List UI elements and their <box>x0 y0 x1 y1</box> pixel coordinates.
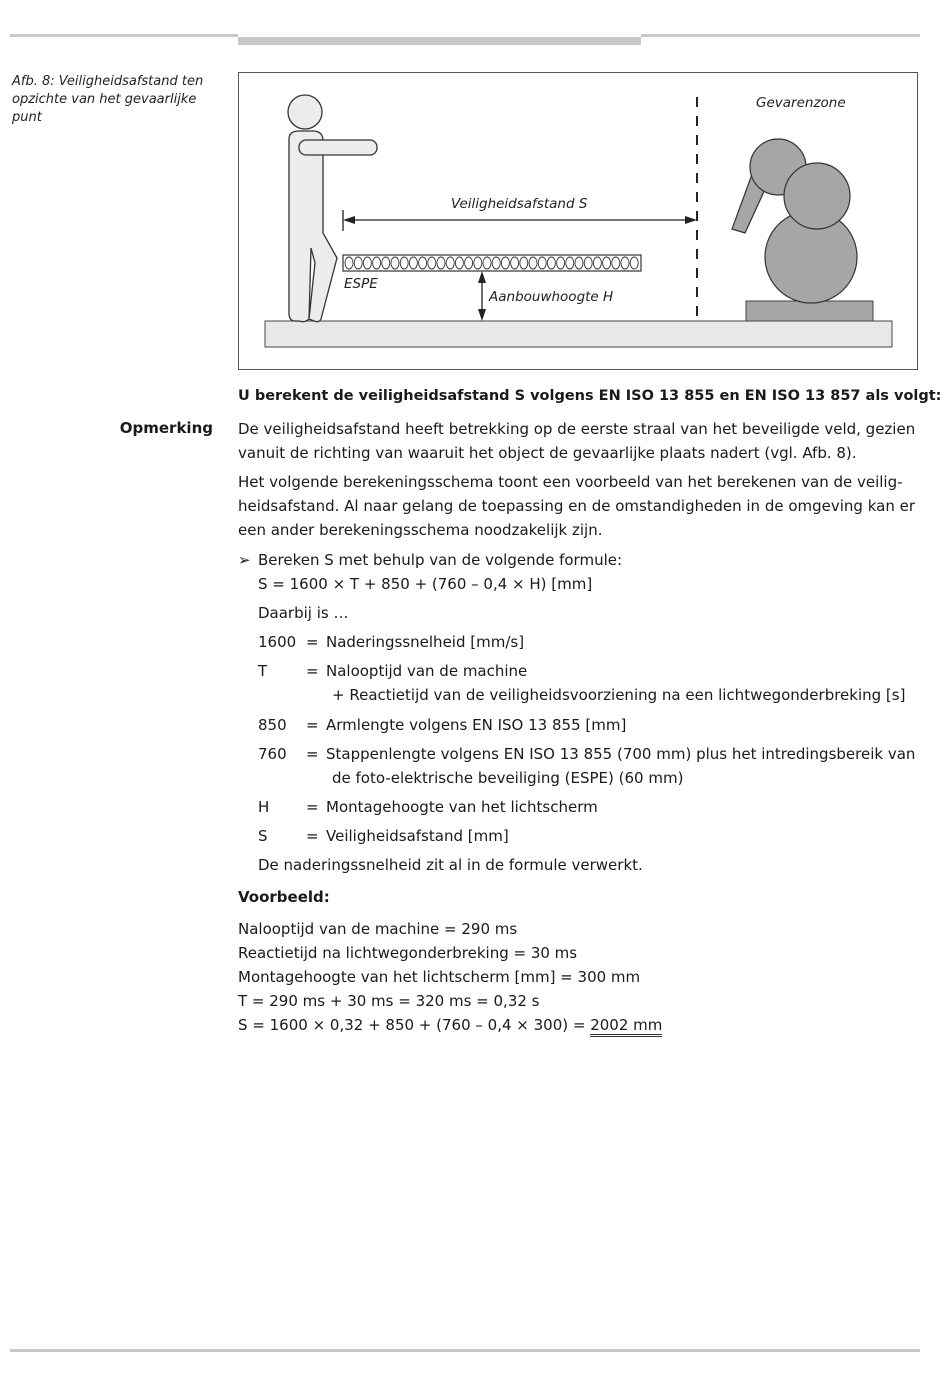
mounting-height-label: Aanbouwhoogte H <box>489 289 614 305</box>
formula: S = 1600 × T + 850 + (760 – 0,4 × H) [mm] <box>258 575 593 593</box>
espe-label: ESPE <box>344 276 378 292</box>
definition-symbol: T <box>258 662 268 680</box>
definition-equals: = <box>306 745 319 763</box>
definition-text-continued: de foto-elektrische beveiliging (ESPE) (60 mm) <box>332 769 684 787</box>
formula-note: De naderingssnelheid zit al in de formule verwerkt. <box>258 856 643 874</box>
section-heading: U berekent de veiligheidsafstand S volgens EN ISO 13 855 en EN ISO 13 857 als volgt: <box>238 388 942 404</box>
example-final-line <box>238 1013 662 1037</box>
definition-text-continued: + Reactietijd van de veiligheidsvoorziening na een lichtwegonderbreking [s] <box>332 686 906 704</box>
header-rule-center <box>238 37 641 45</box>
example-title: Voorbeeld: <box>238 888 330 906</box>
danger-zone-label: Gevarenzone <box>756 95 846 111</box>
footer-rule <box>10 1349 920 1352</box>
safety-distance-label: Veiligheidsafstand S <box>451 196 588 212</box>
definition-equals: = <box>306 662 319 680</box>
note-label: Opmerking <box>119 419 213 437</box>
paragraph-calculation-scheme: Het volgende berekeningsschema toont een voorbeeld van het berekenen van de veilig-heidsafstand. Al naar gelang de toepassing en de omstandigheden in de omgeving kan er een ander berekeningsschema noodzakelijk zijn. <box>238 473 916 539</box>
example-line: Nalooptijd van de machine = 290 ms <box>238 920 518 938</box>
instruction-text: Bereken S met behulp van de volgende formule: <box>258 551 623 569</box>
paragraph-definition: De veiligheidsafstand heeft betrekking op de eerste straal van het beveiligde veld, gezien vanuit de richting van waaruit het object de gevaarlijke plaats nadert (vgl. Afb. 8). <box>238 420 916 462</box>
definition-equals: = <box>306 633 319 651</box>
example-final-formula: S = 1600 × 0,32 + 850 + (760 – 0,4 × 300) = <box>238 1016 591 1034</box>
safety-distance-illustration <box>239 73 917 369</box>
safety-distance-figure <box>238 72 918 370</box>
header-rule-left <box>10 34 238 37</box>
definition-text: Stappenlengte volgens EN ISO 13 855 (700 mm) plus het intredingsbereik van <box>326 745 916 763</box>
definition-symbol: S <box>258 827 268 845</box>
definition-text: Nalooptijd van de machine <box>326 662 528 680</box>
definition-text: Naderingssnelheid [mm/s] <box>326 633 525 651</box>
floor <box>265 321 892 347</box>
definition-symbol: 760 <box>258 745 287 763</box>
header-rule-right <box>641 34 920 37</box>
arrow-bullet-icon: ➢ <box>238 551 251 569</box>
definition-equals: = <box>306 716 319 734</box>
definition-symbol: H <box>258 798 270 816</box>
example-line: T = 290 ms + 30 ms = 320 ms = 0,32 s <box>238 992 540 1010</box>
figure-caption: Afb. 8: Veiligheidsafstand ten opzichte van het gevaarlijke punt <box>12 74 204 125</box>
definition-equals: = <box>306 827 319 845</box>
example-line: Reactietijd na lichtwegonderbreking = 30 ms <box>238 944 578 962</box>
definition-symbol: 850 <box>258 716 287 734</box>
example-line: Montagehoogte van het lichtscherm [mm] = 300 mm <box>238 968 641 986</box>
definition-text: Veiligheidsafstand [mm] <box>326 827 509 845</box>
machine-base <box>746 301 873 321</box>
robot <box>732 139 857 303</box>
definition-text: Montagehoogte van het lichtscherm <box>326 798 598 816</box>
definition-equals: = <box>306 798 319 816</box>
definition-symbol: 1600 <box>258 633 297 651</box>
example-result: 2002 mm <box>590 1016 662 1037</box>
definitions-intro: Daarbij is … <box>258 604 349 622</box>
definition-text: Armlengte volgens EN ISO 13 855 [mm] <box>326 716 627 734</box>
